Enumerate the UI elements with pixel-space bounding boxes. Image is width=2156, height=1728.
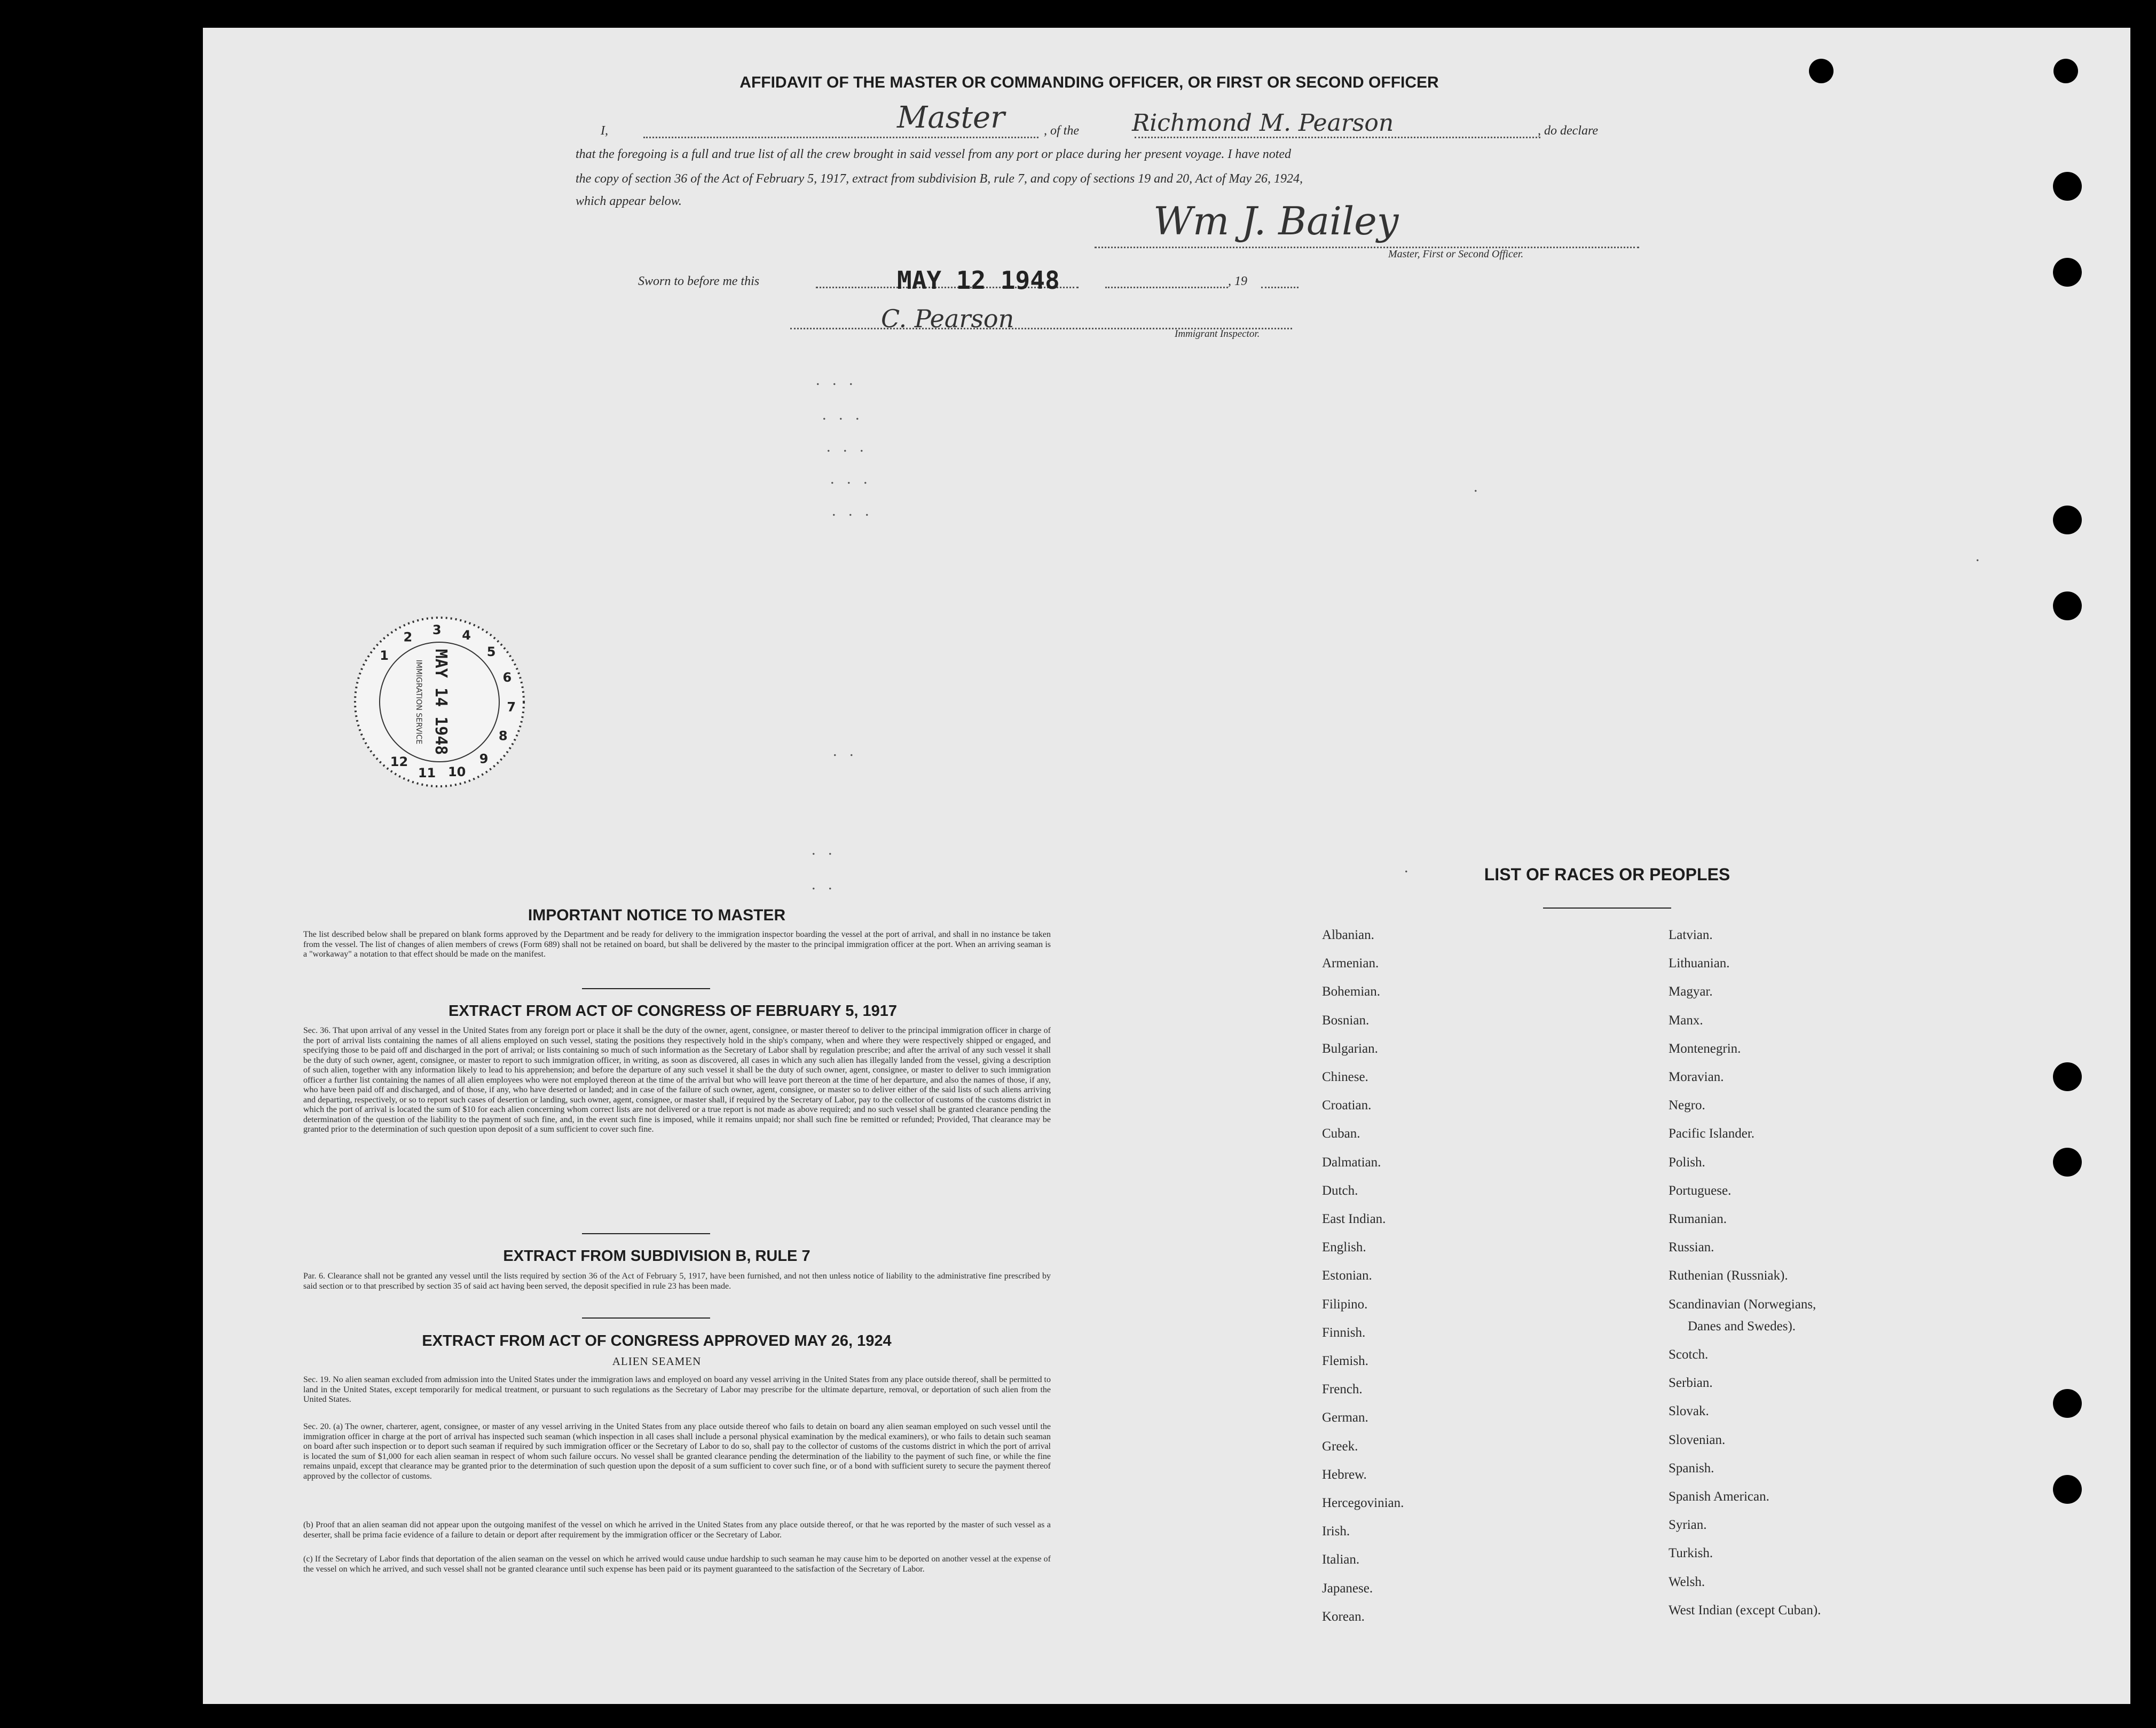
sec-20a-text: Sec. 20. (a) The owner, charterer, agent, consignee, or master of any vessel arriving in the United States from any place outside thereof who fails to detain on board any alien seaman employed on such vessel until the immigration officer in charge at the port of arrival has inspected such seaman (which inspection in all cases shall include a personal physical examination by the medical examiners), or who fails to detain such seaman on board after such inspection or to deport such seaman if required by such immigration officer or the Secretary of Labor to do so, shall pay to the collector of customs of the customs district in which the port of arrival is located the sum of $1,000 for each alien seaman in respect of whom such failure occurs. No vessel shall be granted clearance pending the determination of the liability to the payment of such fine, or while the fine remains unpaid, except that clearance may be granted prior to the determination of such question upon the deposit of a sum sufficient to cover such fine, or of a bond with sufficient surety to secure the payment thereof approved by the collector of customs. <box>303 1422 1051 1481</box>
inspector-caption: Immigrant Inspector. <box>1175 328 1260 340</box>
stamp-text: IMMIGRATION SERVICE <box>414 659 423 745</box>
divider <box>1543 908 1671 909</box>
race-item: Cuban. <box>1322 1126 1360 1141</box>
race-item: Greek. <box>1322 1439 1358 1454</box>
race-item: Slovenian. <box>1669 1433 1726 1447</box>
race-item: Russian. <box>1669 1240 1714 1254</box>
race-item: Slovak. <box>1669 1404 1709 1418</box>
race-item: Danes and Swedes). <box>1688 1319 1796 1334</box>
race-item: West Indian (except Cuban). <box>1669 1603 1821 1617</box>
race-item: German. <box>1322 1410 1368 1425</box>
sworn-label: Sworn to before me this <box>638 274 760 288</box>
i-label: I, <box>601 124 608 138</box>
stamp-ring-number: 2 <box>403 629 413 645</box>
punch-hole <box>2053 591 2082 620</box>
sec-20c-text: (c) If the Secretary of Labor finds that deportation of the alien seaman on the vessel on which he arrived would cause undue hardship to such seaman he may cause him to be deported on another vessel at the expense of the vessel on which he arrived, and such vessel shall not be granted clearance until such expense has been paid or its payment guaranteed to the satisfaction of the Secretary of Labor. <box>303 1555 1051 1574</box>
notice-title: IMPORTANT NOTICE TO MASTER <box>528 906 786 924</box>
race-item: Lithuanian. <box>1669 956 1730 970</box>
sworn-month-field[interactable] <box>1105 287 1228 288</box>
year-prefix: , 19 <box>1228 274 1247 288</box>
extract-1917-title: EXTRACT FROM ACT OF CONGRESS OF FEBRUARY 5, 1917 <box>448 1003 898 1020</box>
stamp-ring-number: 9 <box>479 751 489 767</box>
race-item: Negro. <box>1669 1098 1705 1112</box>
blank-list-dots: . . <box>833 742 858 760</box>
race-item: Irish. <box>1322 1524 1350 1538</box>
stamp-ring-number: 3 <box>432 622 442 638</box>
blank-list-dots: . <box>1976 547 1984 565</box>
stamp-ring-number: 12 <box>390 754 408 769</box>
blank-list-dots: . . <box>812 841 837 858</box>
blank-list-dots: . . . <box>816 371 857 389</box>
race-item: Polish. <box>1669 1155 1705 1170</box>
blank-list-dots: . . . <box>832 502 874 519</box>
race-item: Hebrew. <box>1322 1467 1367 1482</box>
do-declare-label: , do declare <box>1538 124 1599 138</box>
rule-7-title: EXTRACT FROM SUBDIVISION B, RULE 7 <box>503 1248 811 1265</box>
race-item: Albanian. <box>1322 928 1374 942</box>
handwritten-vessel: Richmond M. Pearson <box>1132 109 1394 137</box>
signature-caption: Master, First or Second Officer. <box>1388 248 1524 260</box>
affidavit-title: AFFIDAVIT OF THE MASTER OR COMMANDING OFFICER, OR FIRST OR SECOND OFFICER <box>739 74 1439 91</box>
alien-seamen-subtitle: ALIEN SEAMEN <box>612 1355 702 1368</box>
vessel-field[interactable] <box>1135 137 1540 138</box>
race-item: Estonian. <box>1322 1268 1372 1283</box>
race-item: Spanish American. <box>1669 1489 1769 1504</box>
race-item: Korean. <box>1322 1609 1365 1624</box>
punch-hole <box>2053 506 2082 534</box>
sec-20b-text: (b) Proof that an alien seaman did not appear upon the outgoing manifest of the vessel on which he arrived in the United States from any place outside thereof, or that he was reported by the master of such vessel as a deserter, shall be prima facie evidence of a failure to detain or deport after requirement by the immigration officer or the Secretary of Labor. <box>303 1520 1051 1540</box>
race-item: Ruthenian (Russniak). <box>1669 1268 1788 1283</box>
blank-list-dots: . . . <box>827 438 868 455</box>
race-item: English. <box>1322 1240 1366 1254</box>
master-signature: Wm J. Bailey <box>1153 199 1399 243</box>
divider <box>582 1317 710 1319</box>
race-item: Spanish. <box>1669 1461 1714 1475</box>
sworn-year-field[interactable] <box>1261 287 1299 288</box>
race-item: Turkish. <box>1669 1546 1713 1560</box>
extract-1917-text: Sec. 36. That upon arrival of any vessel in the United States from any foreign port or place it shall be the duty of the owner, agent, consignee, or master thereof to deliver to the principal immigration officer in charge of the port of arrival lists containing the names of all aliens employed on such vessel, stating the positions they respectively hold in the ship's company, when and where they were respectively shipped or engaged, and specifying those to be paid off and discharged in the port of arrival; or lists containing so much of such information as the Secretary of Labor shall by regulation prescribe; and after the arrival of any such vessel it shall be the duty of such owner, agent, consignee, or master to report to such immigration officer, in writing, as soon as discovered, all cases in which any such alien has illegally landed from the vessel, giving a description of such alien, together with any information likely to lead to his apprehension; and before the departure of any such vessel it shall be the duty of such owner, agent, consignee, or master to deliver to such immigration officer a further list containing the names of all alien employees who were not employed thereon at the time of the arrival but who will leave port thereon at the time of her departure, and also the names of those, if any, who have been paid off and discharged, and of those, if any, who have deserted or landed; and in case of the failure of such owner, agent, consignee, or master so to deliver either of the said lists of such aliens arriving and departing, respectively, or so to report such cases of desertion or landing, such owner, agent, consignee, or master shall, if required by the Secretary of Labor, pay to the collector of customs of the customs district in which the port of arrival is located the sum of $10 for each alien concerning whom correct lists are not delivered or a true report is not made as above required; and no such vessel shall be granted clearance pending the determination of the question of the liability to the payment of such fine, and, in the event such fine is imposed, while it remains unpaid; nor shall such fine be remitted or refunded; Provided, That clearance may be granted prior to the determination of such question upon deposit of a sum sufficient to cover such fine. <box>303 1026 1051 1134</box>
punch-hole <box>2053 1148 2082 1177</box>
punch-hole <box>2053 258 2082 287</box>
stamp-date: MAY 14 1948 <box>431 649 450 755</box>
sec-19-text: Sec. 19. No alien seaman excluded from admission into the United States under the immigration laws and employed on board any vessel arriving in the United States from any place outside thereof, shall be permitted to land in the United States, except temporarily for medical treatment, or pursuant to such regulations as the Secretary of Labor may prescribe for the ultimate departure, removal, or deportation of such alien from the United States. <box>303 1375 1051 1404</box>
affidavit-body-line-3: which appear below. <box>576 194 682 208</box>
race-item: Dalmatian. <box>1322 1155 1381 1170</box>
race-item: Flemish. <box>1322 1354 1368 1368</box>
rank-field[interactable] <box>643 137 1038 138</box>
affidavit-body-line-1: that the foregoing is a full and true list of all the crew brought in said vessel from any port or place during her present voyage. I have noted <box>576 147 1292 161</box>
race-item: Scandinavian (Norwegians, <box>1669 1297 1816 1312</box>
race-item: Magyar. <box>1669 984 1713 999</box>
divider <box>582 988 710 989</box>
notice-text: The list described below shall be prepared on blank forms approved by the Department and be ready for delivery to the immigration inspector boarding the vessel at the port of arrival, and shall in no instance be taken from the vessel. The list of changes of alien members of crews (Form 689) shall not be retained on board, but shall be delivered by the master to the principal immigration officer at the port. When an arriving seaman is a "workaway" a notation to that effect should be made on the manifest. <box>303 930 1051 959</box>
punch-hole <box>2053 1475 2082 1504</box>
race-item: Portuguese. <box>1669 1183 1732 1198</box>
stamp-ring-number: 7 <box>507 699 516 715</box>
stamp-ring-number: 4 <box>462 627 471 643</box>
race-item: Scotch. <box>1669 1347 1709 1362</box>
blank-list-dots: . . <box>812 875 837 893</box>
affidavit-body-line-2: the copy of section 36 of the Act of February 5, 1917, extract from subdivision B, rule 7, and copy of sections 19 and 20, Act of May 26, 1924, <box>576 172 1303 186</box>
race-item: Armenian. <box>1322 956 1379 970</box>
race-item: Chinese. <box>1322 1070 1368 1084</box>
race-item: Syrian. <box>1669 1518 1707 1532</box>
race-item: Pacific Islander. <box>1669 1126 1755 1141</box>
stamp-ring-number: 11 <box>418 765 436 780</box>
race-item: Finnish. <box>1322 1325 1366 1340</box>
race-item: Bohemian. <box>1322 984 1381 999</box>
race-item: Rumanian. <box>1669 1212 1727 1226</box>
stamp-ring-number: 10 <box>447 764 466 779</box>
blank-list-dots: . . . <box>822 406 864 423</box>
race-item: East Indian. <box>1322 1212 1386 1226</box>
stamp-ring-number: 6 <box>502 669 512 685</box>
race-item: Filipino. <box>1322 1297 1368 1312</box>
blank-list-dots: . <box>1404 858 1413 876</box>
blank-list-dots: . . . <box>830 470 872 487</box>
blank-list-dots: . <box>1474 478 1482 495</box>
race-item: Welsh. <box>1669 1575 1705 1589</box>
race-item: Manx. <box>1669 1013 1703 1028</box>
race-item: Bulgarian. <box>1322 1041 1378 1056</box>
stamp-ring-number: 1 <box>380 648 389 664</box>
punch-hole <box>2053 172 2082 201</box>
sworn-date-stamp: MAY 12 1948 <box>897 266 1060 295</box>
extract-1924-title: EXTRACT FROM ACT OF CONGRESS APPROVED MAY 26, 1924 <box>422 1332 892 1350</box>
inspector-signature: C. Pearson <box>881 304 1014 333</box>
punch-hole <box>2053 59 2078 83</box>
circular-date-stamp <box>351 614 528 790</box>
race-item: Montenegrin. <box>1669 1041 1741 1056</box>
punch-hole <box>2053 1389 2082 1418</box>
punch-hole <box>1809 59 1834 83</box>
race-item: Dutch. <box>1322 1183 1358 1198</box>
stamp-ring-number: 8 <box>498 728 508 744</box>
handwritten-rank: Master <box>897 100 1005 135</box>
stamp-ring-number: 5 <box>486 644 496 660</box>
of-the-label: , of the <box>1044 124 1079 138</box>
rule-7-text: Par. 6. Clearance shall not be granted any vessel until the lists required by section 36 of the Act of February 5, 1917, have been furnished, and not then unless notice of liability to the administrative fine prescribed by said section or to that prescribed by section 35 of said act having been served, the deposit specified in rule 23 has been made. <box>303 1272 1051 1291</box>
race-item: Moravian. <box>1669 1070 1724 1084</box>
race-item: Latvian. <box>1669 928 1713 942</box>
race-item: French. <box>1322 1382 1363 1396</box>
races-title: LIST OF RACES OR PEOPLES <box>1484 865 1730 884</box>
punch-hole <box>2053 1062 2082 1091</box>
race-item: Serbian. <box>1669 1376 1713 1390</box>
race-item: Japanese. <box>1322 1581 1373 1596</box>
race-item: Hercegovinian. <box>1322 1496 1404 1510</box>
race-item: Bosnian. <box>1322 1013 1370 1028</box>
race-item: Italian. <box>1322 1552 1360 1567</box>
signature-field[interactable] <box>1095 247 1639 248</box>
divider <box>582 1233 710 1234</box>
race-item: Croatian. <box>1322 1098 1372 1112</box>
